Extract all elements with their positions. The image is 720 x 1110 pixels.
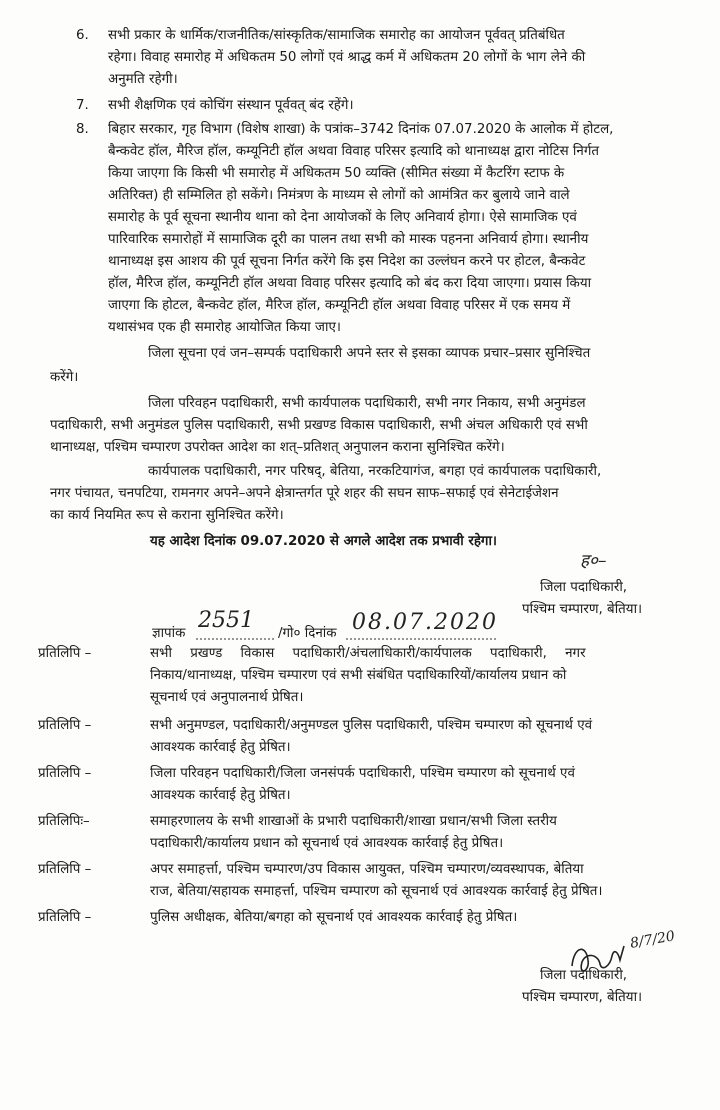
copy-text-line: अपर समाहर्त्ता, पश्चिम चम्पारण/उप विकास आयुक्त, पश्चिम चम्पारण/व्यवस्थापक, बेतिया [150,862,584,877]
copy-label: प्रतिलिपि – [38,766,92,781]
item-text-line: बैन्कवेट हॉल, मैरिज हॉल, कम्यूनिटी हॉल अथवा विवाह परिसर इत्यादि को थानाध्यक्ष द्वारा नोटिस निर्गत [108,144,599,159]
copy-label: प्रतिलिपि – [38,862,92,877]
signatory-designation: जिला पदाधिकारी, [540,580,628,595]
copy-text-line: सभी प्रखण्ड विकास पदाधिकारी/अंचलाधिकारी/कार्यपालक पदाधिकारी, नगर [150,646,586,661]
item-text-line: यथासंभव एक ही समारोह आयोजित किया जाए। [108,320,341,335]
paragraph-line: का कार्य नियमित रूप से कराना सुनिश्चित करेंगे। [50,508,284,523]
item-text-line: सभी शैक्षणिक एवं कोचिंग संस्थान पूर्ववत् बंद रहेंगे। [108,98,354,113]
memo-label: ज्ञापांक [152,626,186,641]
paragraph-line: कार्यपालक पदाधिकारी, नगर परिषद्, बेतिया, नरकटियागंज, बगहा एवं कार्यपालक पदाधिकारी, [148,464,602,479]
effective-date-statement: यह आदेश दिनांक 09.07.2020 से अगले आदेश तक प्रभावी रहेगा। [150,534,498,549]
copy-text-line: पुलिस अधीक्षक, बेतिया/बगहा को सूचनार्थ एवं आवश्यक कार्रवाई हेतु प्रेषित। [150,910,518,925]
signatory-location: पश्चिम चम्पारण, बेतिया। [522,990,643,1005]
paragraph-line: नगर पंचायत, चनपटिया, रामनगर अपने–अपने क्षेत्रान्तर्गत पूरे शहर की सघन साफ–सफाई एवं सेनेटाईजेशन [50,486,559,501]
item-text-line: हॉल, मैरिज हॉल, कम्यूनिटी हॉल अथवा विवाह परिसर इत्यादि को बंद करा दिया जाएगा। प्रयास किया [108,276,592,291]
item-text-line: थानाध्यक्ष इस आशय की पूर्व सूचना निर्गत करेंगे कि इस निदेश का उल्लंघन करने पर होटल, बैन्कवेट [108,254,586,269]
item-text-line: रहेगा। विवाह समारोह में अधिकतम 50 लोगों एवं श्राद्ध कर्म में अधिकतम 20 लोगों के भाग लेने की [108,50,586,65]
signatory-location: पश्चिम चम्पारण, बेतिया। [522,602,643,617]
copy-label: प्रतिलिपि – [38,718,92,733]
copy-text-line: पदाधिकारी/कार्यालय प्रधान को सूचनार्थ एवं आवश्यक कार्रवाई हेतु प्रेषित। [150,836,504,851]
item-text-line: जाएगा कि होटल, बैन्कवेट हॉल, मैरिज हॉल, कम्यूनिटी हॉल अथवा विवाह परिसर में एक समय में [108,298,571,313]
item-text-line: पारिवारिक समारोहों में सामाजिक दूरी का पालन तथा सभी को मास्क पहनना अनिवार्य होगा। स्थानीय [108,232,589,247]
item-number: 8. [76,122,89,137]
copy-label: प्रतिलिपि – [38,910,92,925]
item-text-line: अनुमति रहेगी। [108,72,178,87]
memo-date-underline [346,637,496,641]
paragraph-line: पदाधिकारी, सभी अनुमंडल पुलिस पदाधिकारी, सभी प्रखण्ड विकास पदाधिकारी, सभी अंचल अधिकारी एवं सभी [50,418,588,433]
paragraph-line: जिला परिवहन पदाधिकारी, सभी कार्यपालक पदाधिकारी, सभी नगर निकाय, सभी अनुमंडल [148,396,586,411]
memo-number: 2551 [198,608,254,633]
memo-number-underline [196,637,276,641]
paragraph-line: जिला सूचना एवं जन–सम्पर्क पदाधिकारी अपने स्तर से इसका व्यापक प्रचार–प्रसार सुनिश्चित [148,346,591,361]
copy-text-line: समाहरणालय के सभी शाखाओं के प्रभारी पदाधिकारी/शाखा प्रधान/सभी जिला स्तरीय [150,814,557,829]
copy-text-line: निकाय/थानाध्यक्ष, पश्चिम चम्पारण एवं सभी संबंधित पदाधिकारियों/कार्यालय प्रधान को [150,668,567,683]
item-text-line: समारोह के पूर्व सूचना स्थानीय थाना को देना आयोजकों के लिए अनिवार्य होगा। ऐसे सामाजिक एवं [108,210,577,225]
signature-scribble: ह०– [580,551,607,571]
item-text-line: सभी प्रकार के धार्मिक/राजनीतिक/सांस्कृतिक/सामाजिक समारोह का आयोजन पूर्ववत् प्रतिबंधित [108,28,565,43]
copy-label: प्रतिलिपिः– [38,814,90,829]
copy-text-line: सभी अनुमण्डल, पदाधिकारी/अनुमण्डल पुलिस पदाधिकारी, पश्चिम चम्पारण को सूचनार्थ एवं [150,718,593,733]
copy-text-line: आवश्यक कार्रवाई हेतु प्रेषित। [150,788,291,803]
copy-label: प्रतिलिपि – [38,646,92,661]
copy-text-line: आवश्यक कार्रवाई हेतु प्रेषित। [150,740,291,755]
paragraph-line: थानाध्यक्ष, पश्चिम चम्पारण उपरोक्त आदेश का शत्–प्रतिशत् अनुपालन कराना सुनिश्चित करेंगे। [50,440,505,455]
memo-date-label: /गो० दिनांक [278,626,337,641]
item-number: 6. [76,28,89,43]
copy-text-line: सूचनार्थ एवं अनुपालनार्थ प्रेषित। [150,690,304,705]
memo-date: 08.07.2020 [352,610,498,635]
item-number: 7. [76,98,89,113]
item-text-line: बिहार सरकार, गृह विभाग (विशेष शाखा) के पत्रांक–3742 दिनांक 07.07.2020 के आलोक में होटल, [108,122,614,137]
item-text-line: अतिरिक्त) ही सम्मिलित हो सकेंगे। निमंत्रण के माध्यम से लोगों को आमंत्रित कर बुलाये जाने वाले [108,188,570,203]
paragraph-line: करेंगे। [50,370,79,385]
copy-text-line: राज, बेतिया/सहायक समाहर्त्ता, पश्चिम चम्पारण को सूचनार्थ एवं आवश्यक कार्रवाई हेतु प्रेषित। [150,884,603,899]
copy-text-line: जिला परिवहन पदाधिकारी/जिला जनसंपर्क पदाधिकारी, पश्चिम चम्पारण को सूचनार्थ एवं [150,766,575,781]
signature-date: 8/7/20 [628,928,677,952]
signatory-designation: जिला पदाधिकारी, [540,968,628,983]
item-text-line: किया जाएगा कि किसी भी समारोह में अधिकतम 50 व्यक्ति (सीमित संख्या में कैटरिंग स्टाफ के [108,166,565,181]
